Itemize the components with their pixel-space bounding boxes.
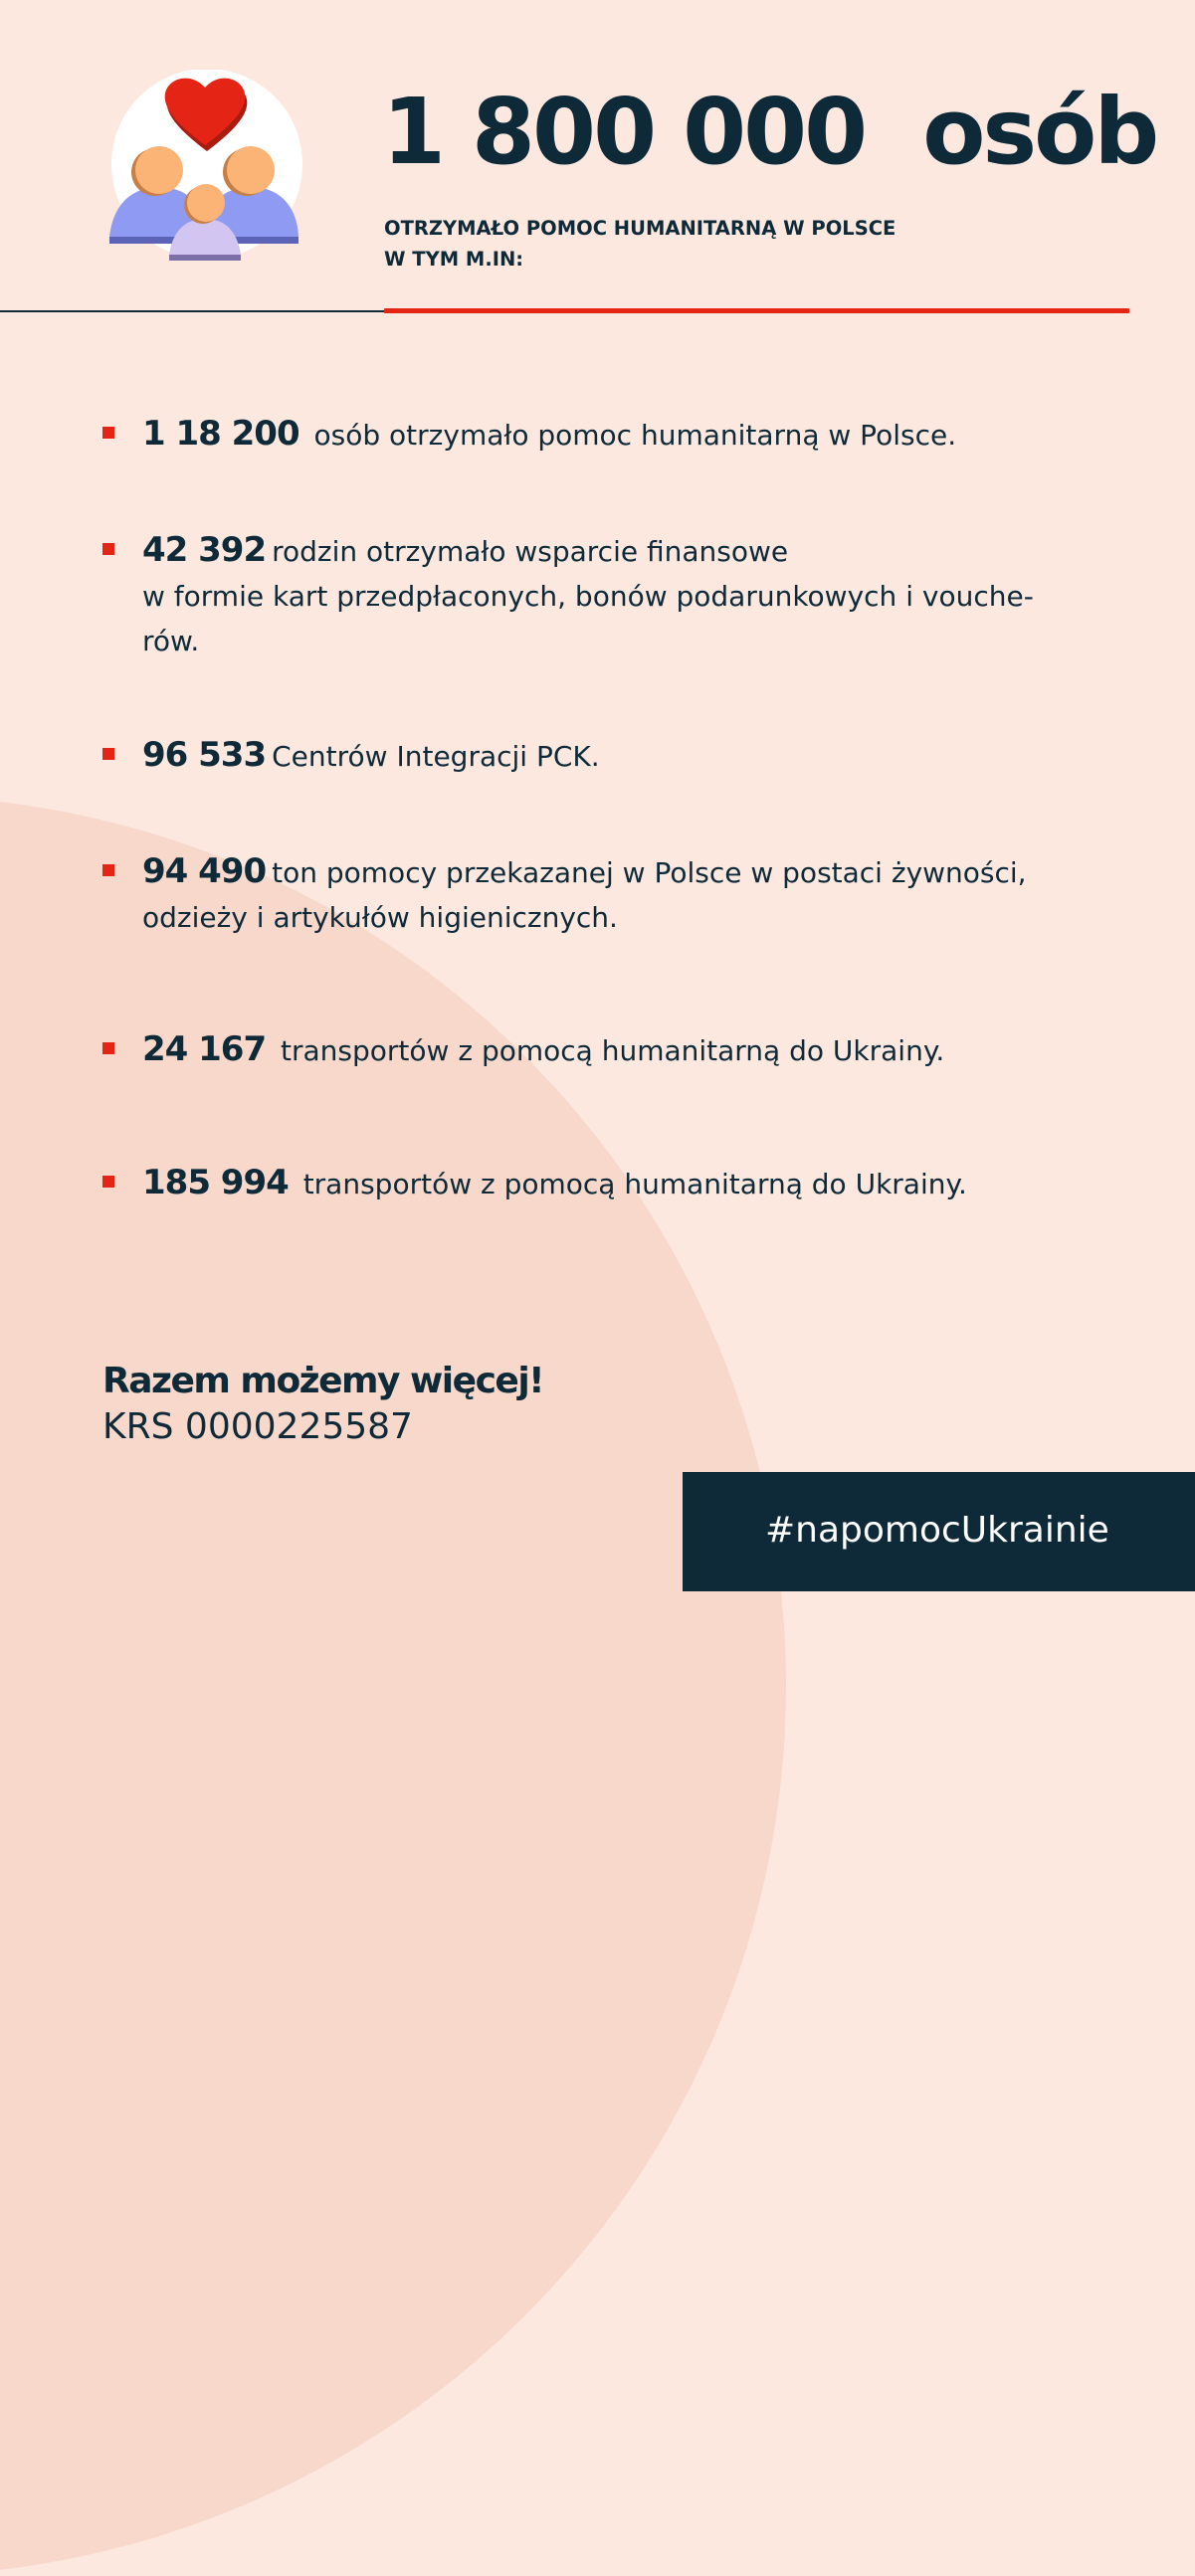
subhead (384, 213, 896, 275)
stat-number: 94 490 (142, 851, 267, 891)
footer-slogan: Razem możemy więcej! (102, 1361, 544, 1401)
stat-description: Centrów Integracji PCK. (272, 740, 600, 773)
stat-description: transportów z pomocą humanitarną do Ukrainy. (302, 1168, 967, 1200)
stat-description: osób otrzymało pomoc humanitarną w Polsce. (313, 419, 957, 452)
stat-description: rodzin otrzymało wsparcie finansowe (272, 535, 789, 568)
bullet-marker (102, 864, 114, 876)
stat-number: 185 994 (142, 1163, 289, 1202)
stat-text (142, 412, 1137, 458)
subhead-line: W TYM M.IN: (384, 248, 524, 271)
stat-number: 96 533 (142, 735, 267, 775)
bullet-marker (102, 748, 114, 760)
stat-text (142, 849, 1137, 940)
stat-text (142, 1161, 1137, 1206)
bullet-marker (102, 427, 114, 439)
stat-text (142, 733, 1137, 779)
stat-description-line: rów. (142, 625, 200, 657)
stat-description-line: w formie kart przedpłaconych, bonów podarunkowych i vouche- (142, 580, 1034, 613)
stat-description-line: odzieży i artykułów higienicznych. (142, 901, 618, 934)
stat-description: ton pomocy przekazanej w Polsce w postaci żywności, (272, 856, 1027, 889)
stat-number: 1 18 200 (142, 414, 299, 454)
krs-number: KRS 0000225587 (102, 1406, 413, 1447)
stat-number: 24 167 (142, 1029, 267, 1069)
stat-text (142, 1027, 1137, 1073)
divider-line (0, 310, 386, 312)
stat-description: transportów z pomocą humanitarną do Ukrainy. (281, 1034, 945, 1067)
bullet-marker (102, 543, 114, 555)
accent-underline (384, 308, 1129, 313)
stat-number: 42 392 (142, 530, 267, 570)
hashtag-text: #napomocUkrainie (765, 1510, 1109, 1551)
hashtag-banner (683, 1472, 1195, 1591)
headline-total: 1 800 000 osób (382, 79, 1157, 185)
bullet-marker (102, 1176, 114, 1188)
family-heart-icon (109, 70, 304, 265)
subhead-line: OTRZYMAŁO POMOC HUMANITARNĄ W POLSCE (384, 217, 896, 240)
stat-text (142, 528, 1137, 663)
bullet-marker (102, 1042, 114, 1054)
